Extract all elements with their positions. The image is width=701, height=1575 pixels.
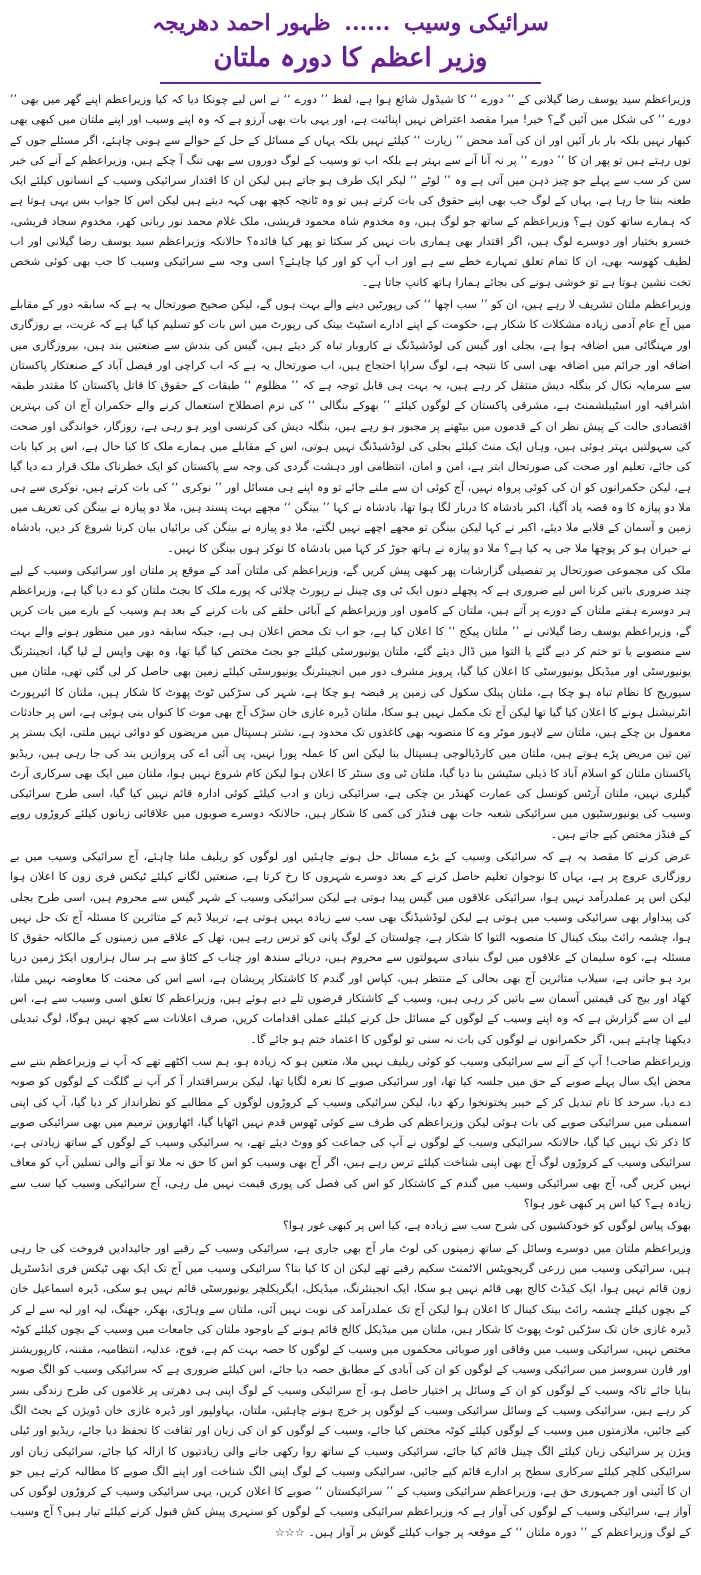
article-paragraph: عرض کرنے کا مقصد یہ ہے کہ سرائیکی وسیب کے بڑے مسائل حل ہونے چاہئیں اور لوگوں کو ریلیف ملنا چاہئے، آج سرائیکی وسیب میں بے روزگاری عروج پر ہے، یہاں کا نوجوان تعلیم حاصل کرنے کے بعد دوسرے شہروں کا رخ کرتا ہے، صنعتیں لگانے کیلئے ٹیکس فری زون کا اعلان ہوا لیکن اس پر عملدرآمد نہیں ہوا، سرائیکی علاقوں میں گیس پیدا ہوتی ہے لیکن سرائیکی وسیب کے شہر گیس سے محروم ہیں، اسی طرح بجلی کی پیداوار بھی سرائیکی وسیب میں ہوتی ہے لیکن لوڈشیڈنگ بھی سب سے زیادہ یہیں ہوتی ہے، تربیلا ڈیم کے متاثرین کا مسئلہ آج تک حل نہیں ہوا، چشمہ رائٹ بینک کینال کا منصوبہ التوا کا شکار ہے، چولستان کے لوگ پانی کو ترس رہے ہیں، تھل کے علاقے میں زمینوں کے مالکانہ حقوق کا مسئلہ ہے، کوہ سلیمان کے علاقوں میں لوگ بنیادی سہولتوں سے محروم ہیں، دریائے سندھ اور چناب کے کٹاؤ سے ہر سال ہزاروں ایکڑ زمین دریا برد ہو جاتی ہے، سیلاب متاثرین آج بھی بحالی کے منتظر ہیں، کپاس اور گندم کا کاشتکار پریشان ہے، اسے اس کی محنت کا معاوضہ نہیں ملتا، کھاد اور بیج کی قیمتیں آسمان سے باتیں کر رہی ہیں، وسیب کے کاشتکار قرضوں تلے دبے ہوئے ہیں، وزیراعظم کا تعلق اسی وسیب سے ہے، اس لیے ان سے گزارش ہے کہ وہ اپنے وسیب کے لوگوں کے مسائل حل کرنے کیلئے عملی اقدامات کریں، صرف اعلانات سے کچھ نہیں ہوگا، لوگ تبدیلی دیکھنا چاہتے ہیں، اگر حکمرانوں نے لوگوں کی بات نہ سنی تو لوگوں کا اعتماد ختم ہو جائے گا۔ [10, 849, 691, 1046]
article-paragraph: بھوک پیاس لوگوں کو خودکشیوں کی شرح سب سے زیادہ ہے، کیا اس پر کبھی غور ہوا؟ [282, 1219, 691, 1233]
article-headline: وزیر اعظم کا دورہ ملتان [213, 43, 488, 73]
article-paragraph: ملک کی مجموعی صورتحال پر تفصیلی گزارشات پھر کبھی پیش کریں گے، وزیراعظم کی ملتان آمد کے موقع پر ملتان اور سرائیکی وسیب کے لیے چند ضروری باتیں کرنا اس لیے ضروری ہے کہ پچھلے دنوں ایک ٹی وی چینل نے رپورٹ چلائی کہ پورے ملک کا بجٹ ملتان کو دے دیا گیا ہے، وزیراعظم ہر دوسرے ہفتے ملتان کے دورے پر آتے ہیں، ملتان کے کاموں اور وزیراعظم کے آبائی حلقے کی بات کرنے کے بعد ہم وسیب کے بارے میں بات کریں گے، وزیراعظم یوسف رضا گیلانی نے ’’ ملتان پیکج ‘‘ کا اعلان کیا ہے، جو اب تک محض اعلان ہی ہے، جبکہ سابقہ دور میں منظور ہونے والے بہت سے منصوبے یا تو ختم کر دیے گئے یا التوا میں ڈال دیئے گئے، ملتان یونیورسٹی کیلئے جو بجٹ مختص کیا گیا تھا، وہ بھی واپس لے لیا گیا، انجینئرنگ یونیورسٹی اور میڈیکل یونیورسٹی کا اعلان کیا گیا، پرویز مشرف دور میں انجینئرنگ یونیورسٹی کیلئے زمین بھی حاصل کر لی گئی تھی، ملتان میں سیوریج کا نظام تباہ ہو چکا ہے، ملتان پبلک سکول کی زمین پر قبضہ ہو چکا ہے، شہر کی سڑکیں ٹوٹ پھوٹ کا شکار ہیں، ملتان کا ائیرپورٹ انٹرنیشنل ہونے کا اعلان کیا گیا تھا لیکن آج تک مکمل نہیں ہو سکا، ملتان ڈیرہ غازی خان سڑک آج بھی موت کا کنواں بنی ہوئی ہے، اس پر حادثات معمول بن چکے ہیں، ملتان سے لاہور موٹر وے کا منصوبہ بھی کاغذوں تک محدود ہے، نشتر ہسپتال میں مریضوں کو دوائی نہیں ملتی، ایک بستر پر تین تین مریض پڑے ہوتے ہیں، ملتان میں کارڈیالوجی ہسپتال بنا لیکن اس کا عملہ پورا نہیں، پی آئی اے کی پروازیں بند کی جا رہی ہیں، ریڈیو پاکستان ملتان کو اسلام آباد کا ذیلی سٹیشن بنا دیا گیا، ملتان ٹی وی سنٹر کا اعلان ہوا لیکن کام شروع نہیں ہوا، ملتان میں ایک بھی سرکاری آرٹ گیلری نہیں، ملتان آرٹس کونسل کی عمارت کھنڈر بن چکی ہے، سرائیکی زبان و ادب کیلئے کوئی ادارہ قائم نہیں کیا گیا، اسی طرح سرائیکی وسیب کی یونیورسٹیوں میں سرائیکی شعبہ جات بھی فنڈز کی کمی کا شکار ہیں، حالانکہ دوسرے صوبوں میں علاقائی زبانوں کیلئے کروڑوں روپے کے فنڈز مختص کیے جاتے ہیں۔ [10, 563, 691, 841]
author-name: ظہور احمد دھریجہ [152, 10, 331, 36]
article-paragraph: وزیراعظم سید یوسف رضا گیلانی کے ’’ دورے ‘‘ کا شیڈول شائع ہوا ہے، لفظ ’’ دورے ‘‘ نے اس لیے چونکا دیا کہ کیا وزیراعظم اپنے گھر میں بھی ’’ دورے ‘‘ کی شکل میں آئیں گے؟ خیر! میرا مقصد اعتراض نہیں اپنائیت ہے، اور یہی بات بھی آرزو ہے کہ وہ اپنے وسیب اور اپنے ملتان میں کبھی بھی کبھار نہیں بلکہ بار بار آئیں اور ان کی آمد محض ’’ زیارت ‘‘ کیلئے نہیں بلکہ یہاں کے مسائل کے حل کے حوالے سے ہونی چاہئے، اگر مسئلے جوں کے توں رہتے ہیں تو پھر ان کا ’’ دورے ‘‘ پر نہ آنا آنے سے بہتر ہے بلکہ اب تو وسیب کے لوگ دوروں سے بھی تنگ آ چکے ہیں، وزیراعظم کے آنے کی خبر سن کر سب سے پہلے جو چیز ذہن میں آتی ہے وہ ’’ لوٹے ‘‘ لیکر ایک طرف ہو جاتے ہیں لیکن ان کا اقتدار سرائیکی وسیب کے انسانوں کیلئے ایک طعنہ بنتا جا رہا ہے، یہاں کے لوگ جب بھی اپنے حقوق کی بات کرتے ہیں تو وہ ٹانچہ کچھ بھی کہہ دیتے ہیں لیکن اس کا جواب بس یہی ہوتا ہے کہ ہمارے ساتھ کون ہے؟ وزیراعظم کے ساتھ جو لوگ ہیں، وہ مخدوم شاہ محمود قریشی، ملک غلام محمد نور ربانی کھر، مخدوم سجاد قریشی، خسرو بختیار اور دوسرے لوگ ہیں، اگر اقتدار بھی ہماری بات نہیں کر سکتا تو پھر کیا فائدہ؟ حالانکہ وزیراعظم سید یوسف رضا گیلانی اور اب لطیف کھوسہ بھی، ان کا تمام تعلق تمہارے خطے سے ہے اور اب آپ کو اور کیا چاہئے؟ اسی وجہ سے سرائیکی وسیب کا جب بھی کوئی شخص تخت نشین ہوتا ہے تو خوشی ہونے کی بجائے ہمارا ہاتھ کانپ جاتا ہے۔ [10, 93, 691, 289]
column-name: سرائیکی وسیب [403, 10, 549, 36]
article-paragraph: وزیراعظم صاحب! آپ کے آنے سے سرائیکی وسیب کو کوئی ریلیف نہیں ملا، متعین ہو کہ زیادہ ہو، ہم سب اکٹھے تھے کہ آپ نے وزیراعظم بننے سے محض ایک سال پہلے صوبے کے حق میں جلسہ کیا تھا، اور سرائیکی صوبے کا نعرہ لگایا تھا، لیکن برسراقتدار آ کر آپ نے گلگت کے لوگوں کو صوبہ دے دیا، سرحد کا نام تبدیل کر کے خیبر پختونخوا رکھ دیا، لیکن سرائیکی وسیب کے کروڑوں لوگوں کے مطالبے کو نظرانداز کر دیا گیا، آپ کی اپنی اسمبلی میں سرائیکی صوبے کی بات ہوئی لیکن وزیراعظم کی طرف سے کوئی ٹھوس قدم نہیں اٹھایا گیا، اٹھارویں ترمیم میں بھی سرائیکی صوبے کا ذکر تک نہیں کیا گیا، حالانکہ سرائیکی وسیب کے لوگوں نے آپ کی جماعت کو ووٹ دیئے تھے، یہ سرائیکی وسیب کے لوگوں کے ساتھ زیادتی ہے، سرائیکی وسیب کے کروڑوں لوگ آج بھی اپنی شناخت کیلئے ترس رہے ہیں، اگر آج بھی وسیب کو اس کا حق نہ ملا تو آنے والی نسلیں آپ کو معاف نہیں کریں گی، آج بھی سرائیکی وسیب میں گندم کے کاشتکار کو اس کی فصل کی پوری قیمت نہیں مل رہی، آج سرائیکی وسیب کیا سب سے زیادہ ہے؟ کیا اس پر کبھی غور ہوا؟ [10, 1054, 691, 1211]
byline-separator: ...... [344, 10, 391, 36]
article-paragraph: وزیراعظم ملتان میں دوسرے وسائل کے ساتھ زمینوں کی لوٹ مار آج بھی جاری ہے، سرائیکی وسیب کے رقبے اور جائیدادیں فروخت کی جا رہی ہیں، سرائیکی وسیب میں زرعی گریجویٹس الاٹمنٹ سکیم رقبے تھے لیکن ان کا کیا بنا؟ سرائیکی وسیب میں آج تک ایک بھی ٹیکس فری انڈسٹریل زون قائم نہیں ہوا، ایک کیڈٹ کالج بھی قائم نہیں ہو سکا، ایک انجینئرنگ، میڈیکل، ایگریکلچر یونیورسٹی قائم نہیں ہو سکی، ڈیرہ اسماعیل خان کے بچوں کیلئے چشمہ رائٹ بینک کینال کا اعلان ہوا لیکن آج تک عملدرآمد کی نوبت نہیں آئی، ملتان سے وہاڑی، بھکر، جھنگ، لیہ اور لیہ سے لے کر ڈیرہ غازی خان تک سڑکیں ٹوٹ پھوٹ کا شکار ہیں، ملتان میں میڈیکل کالج قائم ہونے کے باوجود ملتان کی جامعات میں وسیب کے بچوں کیلئے کوٹہ مختص نہیں، سرائیکی وسیب میں وفاقی اور صوبائی محکموں میں وسیب کے لوگوں کا حصہ بہت کم ہے، فوج، عدلیہ، انتظامیہ، مقننہ، کارپوریشنز اور فارن سروسز میں سرائیکی وسیب کے لوگوں کو ان کی آبادی کے مطابق حصہ دیا جائے، اس کیلئے ضروری ہے کہ سرائیکی وسیب کو الگ صوبہ بنایا جائے تاکہ وسیب کے لوگوں کو ان کے وسائل پر اختیار حاصل ہو، آج سرائیکی وسیب کے لوگ اپنی ہی دھرتی پر غلاموں کی طرح زندگی بسر کر رہے ہیں، سرائیکی وسیب کے وسائل سرائیکی وسیب کے لوگوں پر خرچ ہونے چاہئیں، ملتان، بہاولپور اور ڈیرہ غازی خان ڈویژن کے بجٹ الگ کیے جائیں، ملازمتوں میں وسیب کے لوگوں کیلئے کوٹہ مختص کیا جائے، وسیب کے لوگوں کو ان کی زبان اور ثقافت کا تحفظ دیا جائے، ریڈیو اور ٹیلی ویژن پر سرائیکی زبان کیلئے الگ چینل قائم کیا جائے، سرائیکی وسیب کے ساتھ روا رکھی جانے والی زیادتیوں کا ازالہ کیا جائے، سرائیکی زبان اور سرائیکی کلچر کیلئے سرکاری سطح پر ادارے قائم کیے جائیں، سرائیکی وسیب کے لوگ اپنی الگ شناخت اور اپنے الگ صوبے کا مطالبہ کرتے ہیں جو ان کا آئینی اور جمہوری حق ہے، وزیراعظم سرائیکی وسیب کے ’’ سرائیکستان ‘‘ صوبے کا اعلان کریں، یہی سرائیکی وسیب کے کروڑوں لوگوں کی آواز ہے، سرائیکی وسیب کے لوگوں کی آواز ہے کہ وزیراعظم سرائیکی وسیب کے لوگوں کو سنہری پیش کش قبول کرنے کیلئے تیار ہیں؟ آج وسیب کے لوگ وزیراعظم کے ’’ دورہ ملتان ‘‘ کے موقعہ پر جواب کیلئے گوش بر آواز ہیں۔ ☆☆☆ [10, 1241, 691, 1539]
headline-divider [160, 82, 541, 84]
article-body [10, 90, 691, 1571]
column-header [10, 8, 691, 84]
article-paragraph: وزیراعظم ملتان تشریف لا رہے ہیں، ان کو ’’ سب اچھا ‘‘ کی رپورٹیں دینے والے بہت ہوں گے، لیکن صحیح صورتحال یہ ہے کہ سابقہ دور کے مقابلے میں آج عام آدمی زیادہ مشکلات کا شکار ہے، حکومت کے اپنے ادارے اسٹیٹ بینک کی رپورٹ میں اس بات کو تسلیم کیا گیا ہے کہ غربت، بے روزگاری اور مہنگائی میں اضافہ ہوا ہے، بجلی اور گیس کی لوڈشیڈنگ نے کاروبار تباہ کر دیئے ہیں، گیس کی بندش سے صنعتیں بند ہیں، بیروزگاری میں اضافہ اور جرائم میں اضافہ بھی اسی کا نتیجہ ہے، لوگ سراپا احتجاج ہیں، اب صورتحال یہ ہے کہ اب کراچی اور فیصل آباد کے صنعتکار پاکستان سے سرمایہ نکال کر بنگلہ دیش منتقل کر رہے ہیں، یہ بہت ہی قابل توجہ ہے کہ ’’ مظلوم ‘‘ طبقات کے حقوق کا قاتل پاکستان کا مقتدر طبقہ اشرافیہ اور اسٹیبلشمنٹ ہے، مشرقی پاکستان کے لوگوں کیلئے ’’ بھوکے بنگالی ‘‘ کی نرم اصطلاح استعمال کرنے والے حکمران آج ان کی بہترین اقتصادی حالت کے پیش نظر ان کے قدموں میں بیٹھنے پر مجبور ہو رہے ہیں، بنگلہ دیش کی کرنسی اوپر ہو رہی ہے، روزگار، خواندگی اور صحت کی سہولتیں بہتر ہوئی ہیں، وہاں ایک منٹ کیلئے بجلی کی لوڈشیڈنگ نہیں ہوتی، اس کے مقابلے میں ہمارے ملک کا کیا حال ہے، اس پر کیا بات کی جائے، تعلیم اور صحت کی صورتحال ابتر ہے، امن و امان، انتظامی اور دہشت گردی کی وجہ سے پاکستان کو ایک خطرناک ملک قرار دے دیا گیا ہے، لیکن حکمرانوں کو ان کی کوئی پرواہ نہیں، آج کوئی ان سے ملنے جائے تو وہ اپنے ہی مسائل اور ’’ نوکری ‘‘ کی بات کرتے ہیں، نوکری سے ہی ملا دو پیازہ کا وہ قصہ یاد آگیا، اکبر بادشاہ کا دربار لگا ہوا تھا، بادشاہ نے کہا ’’ بینگن ‘‘ مجھے بہت پسند ہیں، ملا دو پیازہ نے بینگن کی تعریف میں زمین و آسمان کے قلابے ملا دیئے، اکبر نے کہا لیکن بینگن تو مجھے اچھے نہیں لگتے، ملا دو پیازہ نے بینگن کی برائیاں بیان کرنا شروع کر دیں، بادشاہ نے حیران ہو کر پوچھا ملا جی یہ کیا ہے؟ ملا دو پیازہ نے ہاتھ جوڑ کر کہا میں بادشاہ کا نوکر ہوں بینگن کا نہیں۔ [10, 297, 691, 555]
column-byline [10, 8, 691, 38]
